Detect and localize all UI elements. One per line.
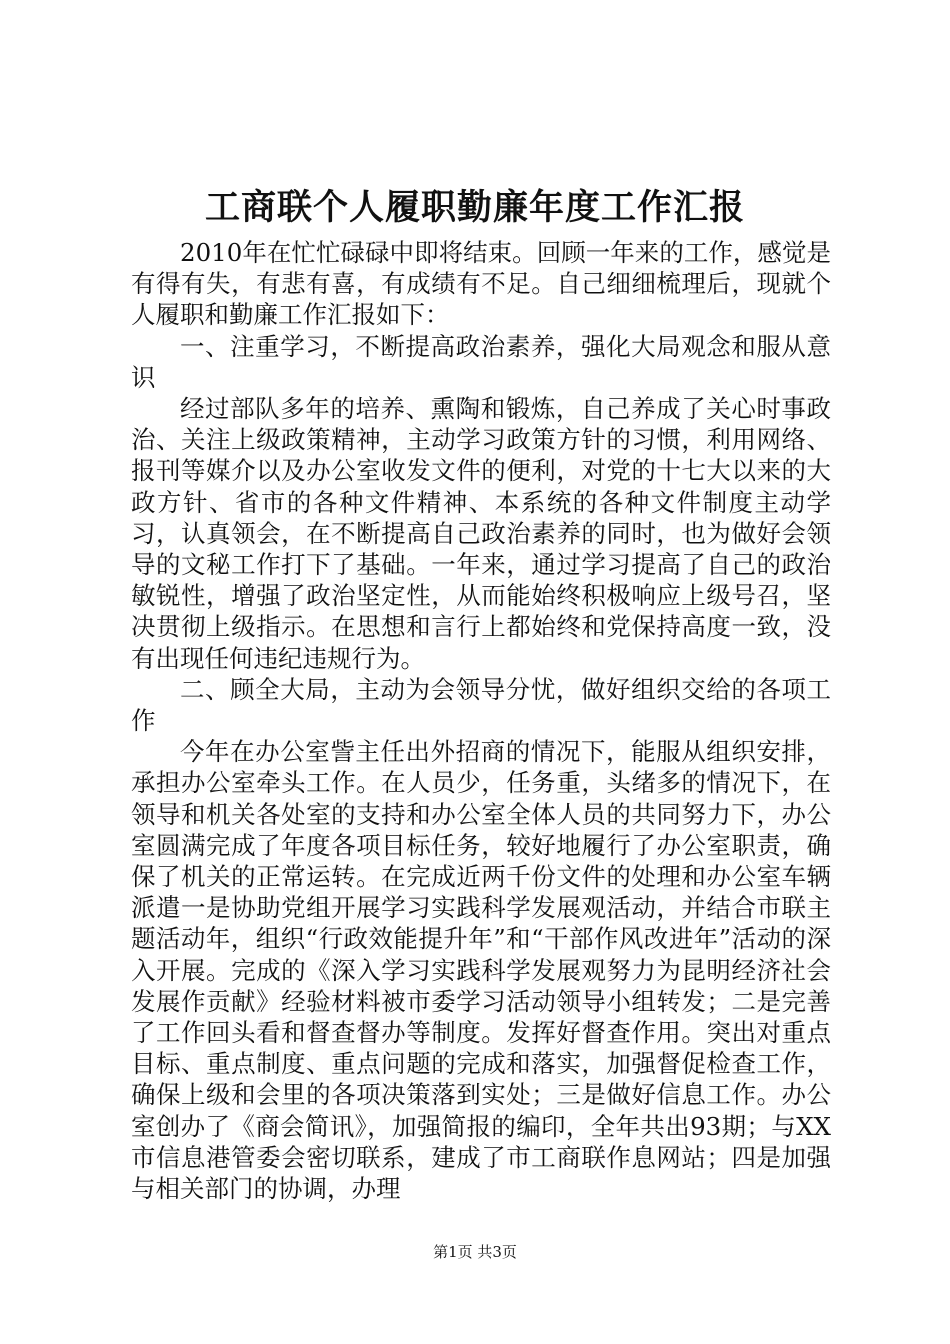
document-title: 工商联个人履职勤廉年度工作汇报 <box>204 187 745 228</box>
section-heading-2: 二、顾全大局，主动为会领导分忧，做好组织交给的各项工作 <box>131 674 831 736</box>
paragraph-intro: 2010年在忙忙碌碌中即将结束。回顾一年来的工作，感觉是有得有失，有悲有喜，有成绩有不足。自己细细梳理后，现就个人履职和勤廉工作汇报如下： <box>131 238 831 330</box>
paragraph-work: 今年在办公室訾主任出外招商的情况下，能服从组织安排，承担办公室牵头工作。在人员少，任务重，头绪多的情况下，在领导和机关各处室的支持和办公室全体人员的共同努力下，办公室圆满完成了年度各项目标任务，较好地履行了办公室职责，确保了机关的正常运转。在完成近两千份文件的处理和办公室车辆派遣一是协助党组开展学习实践科学发展观活动，并结合市联主题活动年，组织“行政效能提升年”和“干部作风改进年”活动的深入开展。完成的《深入学习实践科学发展观努力为昆明经济社会发展作贡献》经验材料被市委学习活动领导小组转发；二是完善了工作回头看和督查督办等制度。发挥好督查作用。突出对重点目标、重点制度、重点问题的完成和落实，加强督促检查工作，确保上级和会里的各项决策落到实处；三是做好信息工作。办公室创办了《商会简讯》，加强简报的编印，全年共出93期；与XX市信息港管委会密切联系，建成了市工商联作息网站；四是加强与相关部门的协调，办理 <box>131 737 831 1204</box>
paragraph-study: 经过部队多年的培养、熏陶和锻炼，自己养成了关心时事政治、关注上级政策精神，主动学习政策方针的习惯，利用网络、报刊等媒介以及办公室收发文件的便利，对党的十七大以来的大政方针、省市的各种文件精神、本系统的各种文件制度主动学习，认真领会，在不断提高自己政治素养的同时，也为做好会领导的文秘工作打下了基础。一年来，通过学习提高了自己的政治敏锐性，增强了政治坚定性，从而能始终积极响应上级号召，坚决贯彻上级指示。在思想和言行上都始终和党保持高度一致，没有出现任何违纪违规行为。 <box>131 394 831 673</box>
document-body <box>131 237 831 1204</box>
page-number: 第1页 共3页 <box>433 1243 517 1261</box>
section-heading-1: 一、注重学习，不断提高政治素养，强化大局观念和服从意识 <box>131 331 831 392</box>
